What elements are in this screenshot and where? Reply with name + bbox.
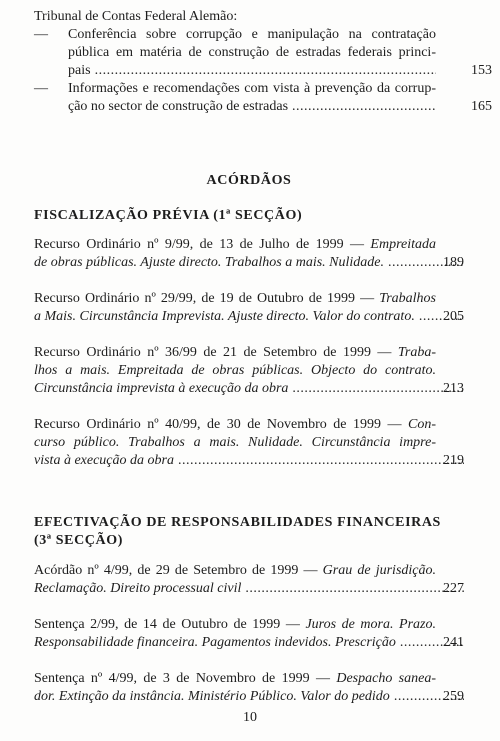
toc-entry [34,236,464,272]
page-ref: 241 [443,635,464,650]
intro-item-text-line3 [68,62,436,80]
page-ref: 205 [443,309,464,324]
page-ref: 219 [443,453,464,468]
intro-item-text-line2: pública em matéria de construção de estradas federais princi- [68,45,436,60]
section-title-fiscalizacao: FISCALIZAÇÃO PRÉVIA (1ª SECÇÃO) [34,208,303,223]
page-ref: 227 [443,581,464,596]
dash-marker: — [34,27,48,42]
entry-subject: Con- [408,417,436,432]
page-number: 10 [243,710,257,725]
intro-item-text-line1: Conferência sobre corrupção e manipulação na contratação [68,27,436,42]
page-ref: 165 [471,99,492,114]
intro-item-text-line1: Informações e recomendações com vista à prevenção da corrup- [68,81,436,96]
leader-dots [91,63,436,78]
toc-entry [34,344,464,398]
entry-reference: Acórdão nº 4/99, de 29 de Setembro de 1999 — [34,563,323,578]
intro-heading: Tribunal de Contas Federal Alemão: [34,9,238,24]
intro-item-text-line2 [68,98,436,116]
entry-subject: Juros de mora. Prazo. [305,617,437,632]
toc-entry [34,616,464,652]
entry-line2 [34,688,464,706]
entry-line2 [34,362,464,380]
entry-subject: Trabalhos [379,291,436,306]
entry-subject: Reclamação. Direito processual civil [34,581,242,596]
document-page [34,8,492,706]
toc-entry [34,416,464,470]
entry-line3 [34,380,464,398]
entry-subject: Despacho sanea- [336,671,437,686]
entry-reference: Recurso Ordinário nº 29/99, de 19 de Outubro de 1999 — [34,291,380,306]
entry-subject: a Mais. Circunstância Imprevista. Ajuste directo. Valor do contrato. [34,309,415,324]
intro-block [34,8,492,116]
entry-reference: Recurso Ordinário nº 40/99, de 30 de Novembro de 1999 — [34,417,408,432]
section-title-acordaos: ACÓRDÃOS [206,173,292,188]
entry-reference: Recurso Ordinário nº 9/99, de 13 de Julho de 1999 — [34,237,371,252]
toc-entry [34,290,464,326]
entry-line1 [34,290,464,308]
entry-line2 [34,434,464,452]
entry-reference: Sentença 2/99, de 14 de Outubro de 1999 — [34,617,306,632]
toc-entry [34,562,464,598]
leader-dots [174,453,464,468]
page-ref: 153 [471,63,492,78]
dash-marker: — [34,81,48,96]
intro-item [34,26,492,80]
toc-entry [34,670,464,706]
entry-subject: Responsabilidade financeira. Pagamentos indevidos. Prescrição [34,635,396,650]
section-title-line1: EFECTIVAÇÃO DE RESPONSABILIDADES FINANCEIRAS [34,515,441,530]
entry-line1 [34,616,464,634]
entry-subject: lhos a mais. Empreitada de obras públicas. Objecto do contrato. [34,363,436,378]
entry-subject: Traba- [397,345,436,360]
leader-dots [288,99,436,114]
entry-subject: Grau de jurisdição. [322,563,436,578]
entry-line3 [34,452,464,470]
page-ref: 213 [443,381,464,396]
page-ref: 189 [443,255,464,270]
entry-subject: curso público. Trabalhos a mais. Nulidade. Circunstância impre- [34,435,436,450]
entry-line1 [34,236,464,254]
section-title-efectivacao [34,514,464,550]
entry-subject: vista à execução da obra [34,453,174,468]
entry-subject: Circunstância imprevista à execução da obra [34,381,289,396]
intro-item-text-end: ção no sector de construção de estradas [68,99,289,114]
leader-dots [241,581,464,596]
entry-line2 [34,580,464,598]
entry-line1 [34,670,464,688]
entry-line2 [34,254,464,272]
entry-line1 [34,562,464,580]
entry-subject: Empreitada [370,237,436,252]
page-ref: 259 [443,689,464,704]
intro-item-text-end: pais [68,63,91,78]
leader-dots [288,381,464,396]
entry-line1 [34,416,464,434]
entry-reference: Recurso Ordinário nº 36/99 de 21 de Setembro de 1999 — [34,345,398,360]
entry-subject: de obras públicas. Ajuste directo. Trabalhos a mais. Nulidade. [34,255,385,270]
entry-reference: Sentença nº 4/99, de 3 de Novembro de 1999 — [34,671,337,686]
section-title-line2: (3ª SECÇÃO) [34,533,123,548]
entry-line1 [34,344,464,362]
entry-line2 [34,634,464,652]
intro-item [34,80,492,116]
entry-line2 [34,308,464,326]
entry-subject: dor. Extinção da instância. Ministério Público. Valor do pedido [34,689,390,704]
